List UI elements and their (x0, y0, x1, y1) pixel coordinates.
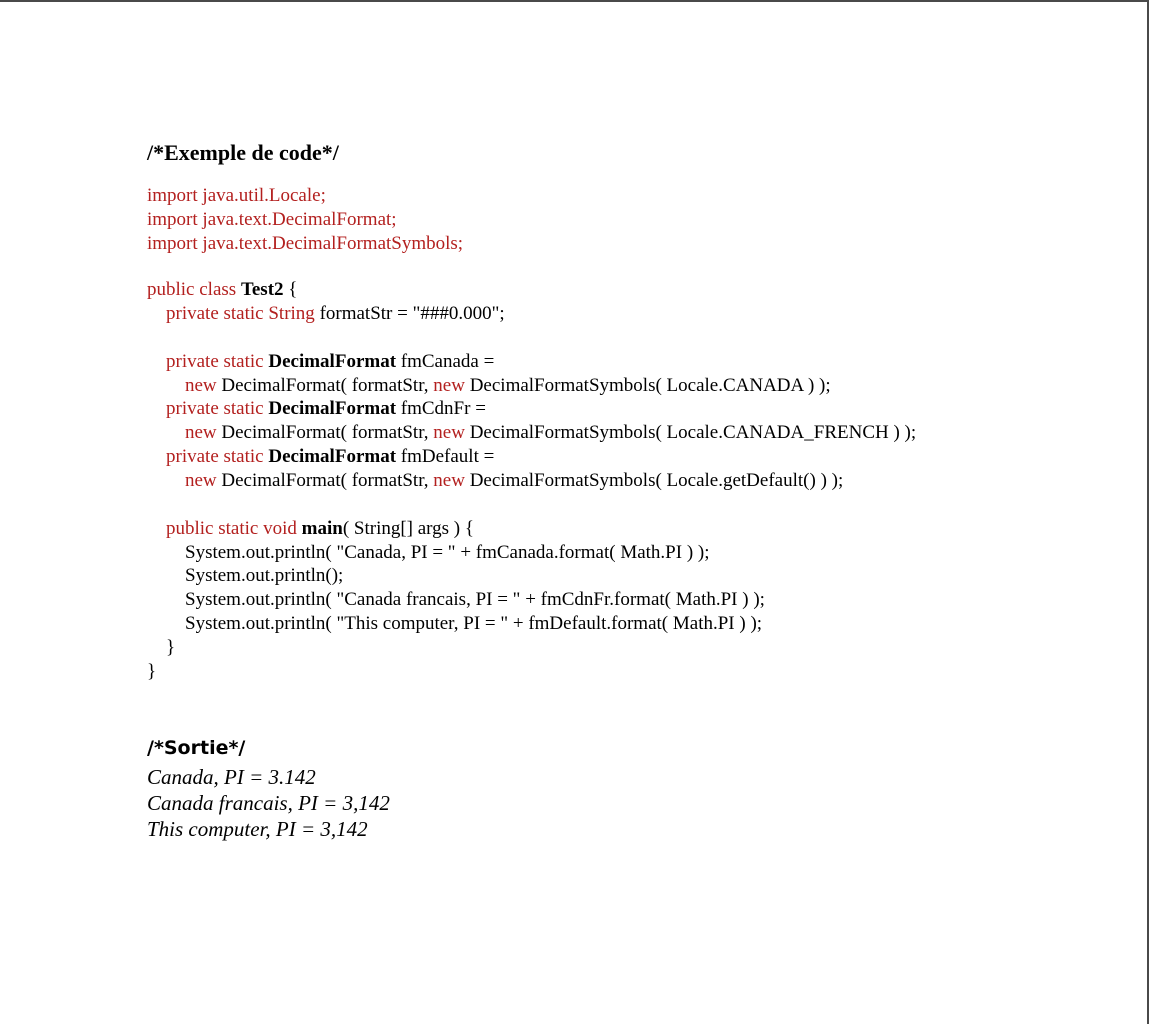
keyword: private static (166, 446, 264, 467)
keyword: new (433, 470, 465, 491)
main-declaration (147, 518, 474, 540)
initializer-text: DecimalFormatSymbols( Locale.CANADA_FRENCH ) ); (464, 422, 917, 443)
field-initializer (147, 422, 916, 444)
keyword: new (185, 470, 217, 491)
code-heading: /*Exemple de code*/ (147, 140, 339, 165)
method-name: main (301, 518, 343, 539)
field-initializer (147, 470, 843, 492)
output-line: Canada, PI = 3.142 (147, 765, 316, 789)
class-close-brace: } (147, 661, 157, 682)
import-line: import java.text.DecimalFormatSymbols; (147, 233, 464, 254)
field-declaration (147, 398, 486, 420)
initializer-text: DecimalFormatSymbols( Locale.getDefault() ) ); (464, 470, 844, 491)
field-declaration (147, 351, 494, 373)
type-name: DecimalFormat (268, 446, 397, 467)
keyword: new (185, 375, 217, 396)
type-name: DecimalFormat (268, 398, 397, 419)
class-declaration (147, 279, 297, 301)
import-line: import java.text.DecimalFormat; (147, 209, 397, 230)
format-field-rest: formatStr = "###0.000"; (314, 303, 505, 324)
keyword: new (433, 375, 465, 396)
method-signature: ( String[] args ) { (342, 518, 475, 539)
initializer-text: DecimalFormat( formatStr, (216, 422, 434, 443)
type-name: DecimalFormat (268, 351, 397, 372)
class-open-brace: { (283, 279, 298, 300)
document-page (147, 0, 1151, 1025)
import-line: import java.util.Locale; (147, 185, 326, 206)
keyword: new (185, 422, 217, 443)
initializer-text: DecimalFormatSymbols( Locale.CANADA ) ); (464, 375, 831, 396)
keyword: new (433, 422, 465, 443)
output-heading: /*Sortie*/ (147, 737, 246, 759)
body-line: System.out.println( "Canada, PI = " + fmCanada.format( Math.PI ) ); (185, 542, 710, 563)
initializer-text: DecimalFormat( formatStr, (216, 470, 434, 491)
keyword: public class (147, 279, 237, 300)
body-line: System.out.println( "Canada francais, PI = " + fmCdnFr.format( Math.PI ) ); (185, 589, 765, 610)
keyword: private static (166, 398, 264, 419)
field-declaration (147, 446, 494, 468)
field-initializer (147, 375, 831, 397)
field-name: fmCdnFr = (396, 398, 486, 419)
method-close-brace: } (166, 637, 176, 658)
output-line: This computer, PI = 3,142 (147, 817, 368, 841)
body-line: System.out.println( "This computer, PI = " + fmDefault.format( Math.PI ) ); (185, 613, 763, 634)
keyword: private static String (166, 303, 315, 324)
field-name: fmDefault = (396, 446, 495, 467)
initializer-text: DecimalFormat( formatStr, (216, 375, 434, 396)
keyword: private static (166, 351, 264, 372)
keyword: public static void (166, 518, 297, 539)
class-name: Test2 (240, 279, 284, 300)
field-name: fmCanada = (396, 351, 495, 372)
body-line: System.out.println(); (185, 565, 344, 586)
output-line: Canada francais, PI = 3,142 (147, 791, 390, 815)
format-field-line (147, 303, 505, 325)
